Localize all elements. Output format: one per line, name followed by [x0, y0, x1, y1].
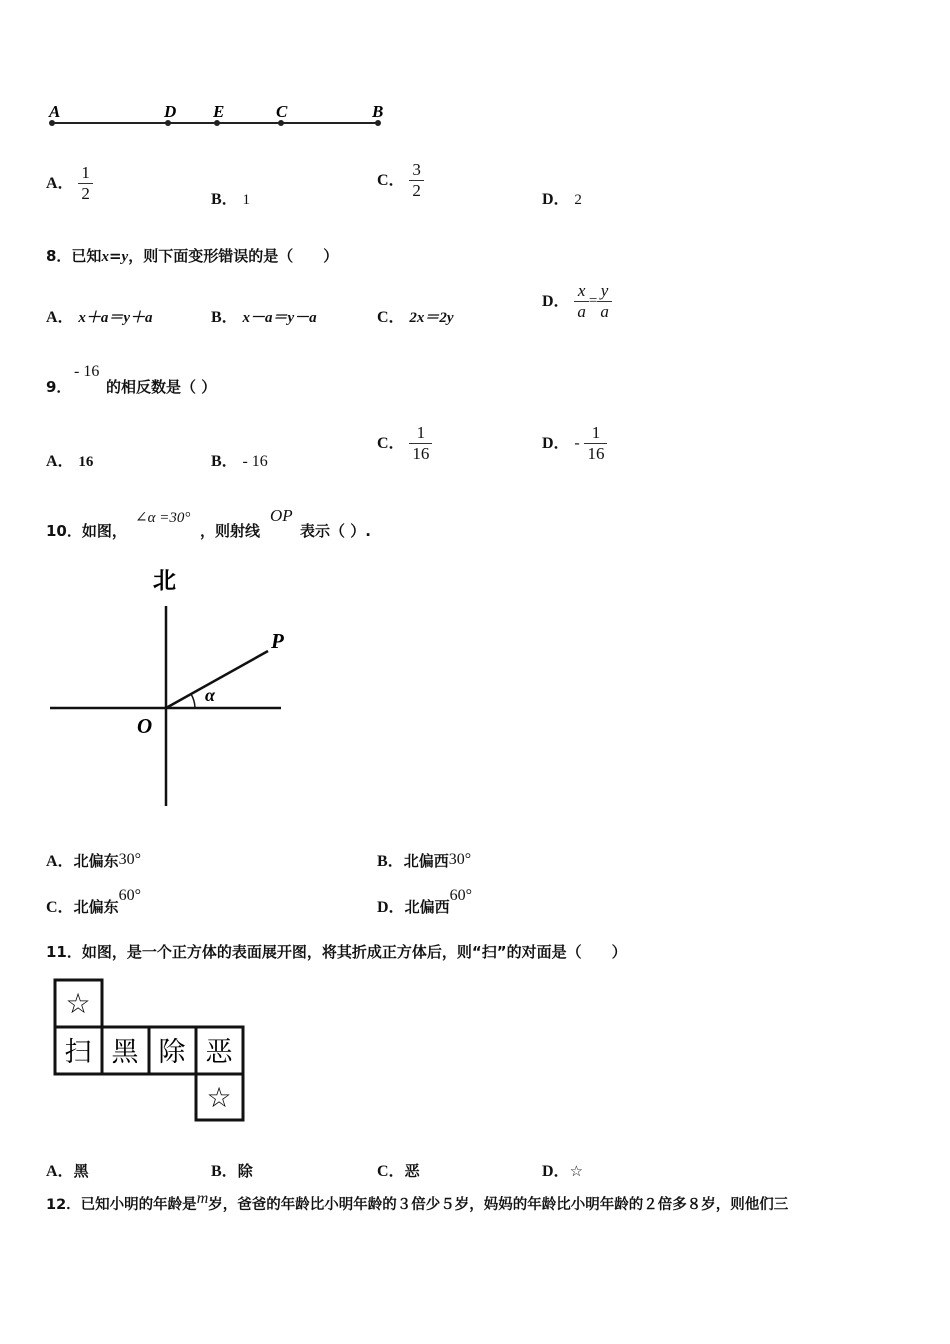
q11-question: 11．如图，是一个正方体的表面展开图，将其折成正方体后，则“扫”的对面是（ ）: [46, 943, 627, 961]
q10-option-a[interactable]: A．北偏东30°: [46, 851, 141, 870]
q7-option-c[interactable]: C． $\frac{3}{2}$: [377, 160, 424, 201]
label-c: C: [276, 102, 288, 121]
q8-option-b[interactable]: B． x－a＝y－a: [211, 309, 317, 326]
q10-middle: ，则射线: [200, 522, 261, 540]
origin-label: O: [137, 714, 153, 738]
q8-option-d[interactable]: D． $\frac{x}{a}$ = $\frac{y}{a}$: [542, 281, 612, 322]
q8-option-a[interactable]: A． x＋a＝y＋a: [46, 309, 153, 326]
q9-option-a[interactable]: A． 16: [46, 453, 94, 470]
ray-op: [166, 651, 268, 708]
net-char-chu: 除: [158, 1037, 186, 1067]
q10-option-d[interactable]: D．北偏西60°: [377, 887, 472, 916]
q10-ray: OP: [270, 506, 293, 525]
label-a: A: [49, 102, 61, 121]
point-p-label: P: [271, 629, 284, 653]
q11-option-a[interactable]: A．黑: [46, 1162, 89, 1180]
compass-figure: [45, 558, 295, 813]
fraction: $\frac{1}{16}$: [584, 423, 607, 464]
q7-option-b[interactable]: B． 1: [211, 191, 250, 208]
q8-question: 8．已知x=y，则下面变形错误的是（ ）: [46, 247, 339, 265]
q12-question: 12．已知小明的年龄是m岁，爸爸的年龄比小明年龄的３倍少５岁，妈妈的年龄比小明年龄的２倍多８岁，则他们三: [46, 1190, 789, 1213]
q11-option-b[interactable]: B．除: [211, 1162, 253, 1180]
fraction: $\frac{3}{2}$: [409, 160, 424, 201]
alpha-label: α: [205, 685, 215, 705]
q9-number: 9．: [46, 378, 72, 396]
net-star-top: ☆: [65, 989, 91, 1020]
q7-option-a[interactable]: A． $\frac{1}{2}$: [46, 163, 93, 204]
q9-option-b[interactable]: B． - 16: [211, 453, 268, 470]
net-star-bottom: ☆: [206, 1083, 232, 1114]
fraction: $\frac{y}{a}$: [597, 281, 612, 322]
q10-angle: ∠α =30°: [135, 510, 191, 526]
q10-option-c[interactable]: C．北偏东60°: [46, 887, 141, 916]
label-d: D: [164, 102, 177, 121]
north-label: 北: [153, 568, 176, 593]
fraction: $\frac{1}{2}$: [78, 163, 93, 204]
net-char-sao: 扫: [64, 1037, 92, 1067]
q10-prefix: 10．如图，: [46, 522, 127, 540]
q9-value: - 16: [74, 363, 100, 380]
q9-option-c[interactable]: C． $\frac{1}{16}$: [377, 423, 432, 464]
q8-option-c[interactable]: C． 2x＝2y: [377, 309, 454, 326]
net-char-e: 恶: [205, 1037, 233, 1067]
q10-suffix: 表示（ ）.: [300, 522, 371, 540]
label-b: B: [372, 102, 384, 121]
q9-question: 的相反数是（ ）: [106, 378, 217, 396]
q10-option-b[interactable]: B．北偏西30°: [377, 851, 472, 870]
q9-option-d[interactable]: D． - $\frac{1}{16}$: [542, 423, 607, 464]
cube-net: [52, 977, 247, 1123]
q11-option-d[interactable]: D．☆: [542, 1162, 584, 1180]
q7-option-d[interactable]: D． 2: [542, 191, 582, 208]
fraction: $\frac{x}{a}$: [574, 281, 589, 322]
angle-arc: [191, 694, 195, 708]
net-char-hei: 黑: [111, 1037, 139, 1067]
label-e: E: [213, 102, 225, 121]
q11-option-c[interactable]: C．恶: [377, 1162, 420, 1180]
fraction: $\frac{1}{16}$: [409, 423, 432, 464]
segment-figure: [40, 96, 400, 136]
